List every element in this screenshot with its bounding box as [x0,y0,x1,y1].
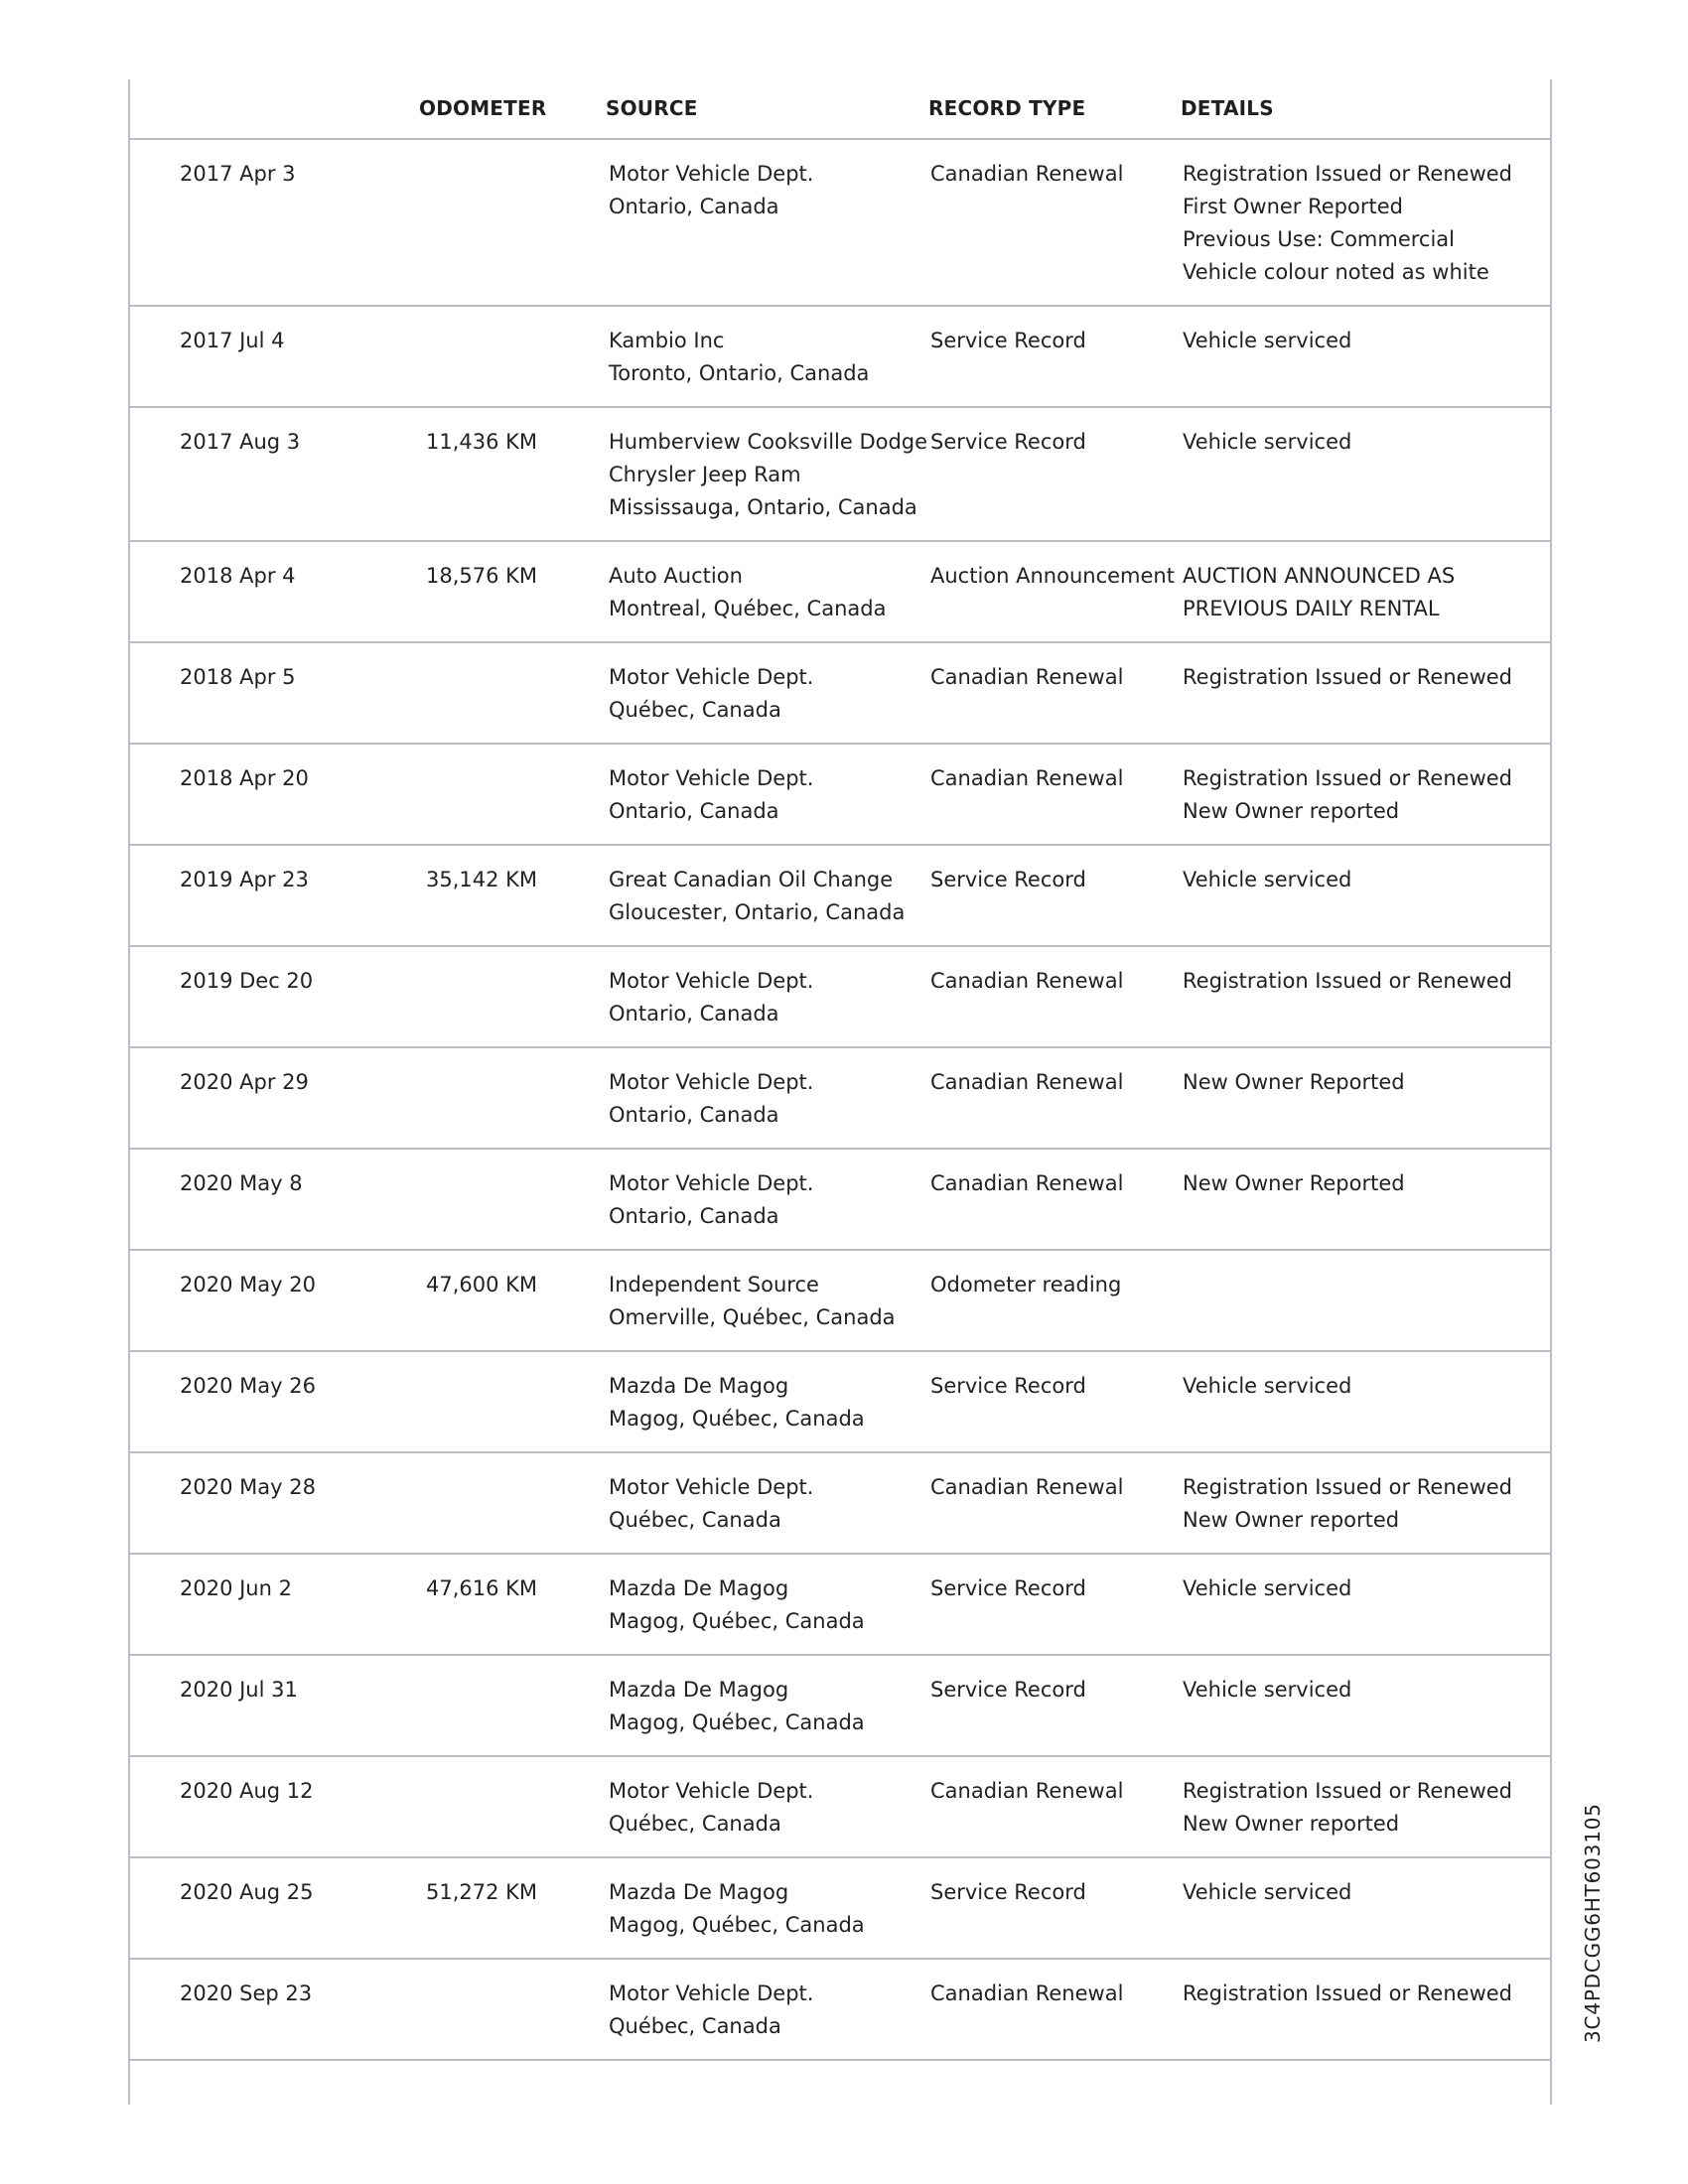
row-record-type: Service Record [930,329,1086,352]
row-record-type: Service Record [930,1374,1086,1398]
row-source [609,1876,865,1942]
detail-line: Registration Issued or Renewed [1183,665,1513,689]
header-record-type: RECORD TYPE [928,96,1086,120]
row-source [609,1471,813,1537]
row-source [609,1775,813,1841]
row-details [1183,661,1512,694]
table-row [129,745,1551,846]
row-source [609,965,813,1030]
source-line: Montreal, Québec, Canada [609,597,887,620]
row-details [1183,762,1512,828]
header-odometer: ODOMETER [419,96,547,120]
row-source [609,560,886,625]
table-row [129,408,1551,542]
detail-line: New Owner reported [1183,1508,1400,1532]
table-row [129,1251,1551,1352]
row-date: 2020 Aug 25 [180,1880,314,1904]
source-line: Mazda De Magog [609,1374,789,1398]
source-line: Mazda De Magog [609,1880,789,1904]
row-record-type: Canadian Renewal [930,1779,1124,1803]
row-record-type: Canadian Renewal [930,766,1124,790]
row-record-type: Auction Announcement [930,564,1175,588]
row-date: 2020 Aug 12 [180,1779,314,1803]
source-line: Omerville, Québec, Canada [609,1305,896,1329]
row-source [609,1269,896,1334]
row-date: 2020 Jul 31 [180,1678,298,1702]
table-row [129,1352,1551,1453]
row-record-type: Service Record [930,1880,1086,1904]
source-line: Chrysler Jeep Ram [609,463,801,486]
row-details [1183,1167,1405,1200]
detail-line: Registration Issued or Renewed [1183,969,1513,993]
table-row [129,947,1551,1048]
table-row [129,1555,1551,1656]
source-line: Magog, Québec, Canada [609,1913,865,1937]
row-source [609,426,927,524]
row-source [609,762,813,828]
row-record-type: Canadian Renewal [930,665,1124,689]
row-odometer: 18,576 KM [426,564,538,588]
row-details [1183,560,1455,625]
source-line: Motor Vehicle Dept. [609,969,814,993]
source-line: Magog, Québec, Canada [609,1710,865,1734]
source-line: Québec, Canada [609,1812,781,1836]
row-date: 2017 Aug 3 [180,430,301,454]
row-source [609,1066,813,1132]
detail-line: Vehicle colour noted as white [1183,260,1489,284]
row-details [1183,1876,1351,1909]
row-details [1183,325,1351,357]
row-details [1183,1674,1351,1706]
table-row [129,1960,1551,2061]
row-source [609,158,813,223]
row-odometer: 35,142 KM [426,868,538,891]
table-row [129,307,1551,408]
source-line: Humberview Cooksville Dodge [609,430,928,454]
source-line: Québec, Canada [609,2014,781,2038]
detail-line: Vehicle serviced [1183,868,1352,891]
row-source [609,661,813,727]
source-line: Ontario, Canada [609,799,779,823]
row-details [1183,426,1351,459]
table-row [129,1453,1551,1555]
row-record-type: Canadian Renewal [930,1981,1124,2005]
row-record-type: Service Record [930,430,1086,454]
table-row [129,1757,1551,1858]
detail-line: Registration Issued or Renewed [1183,162,1513,186]
detail-line: New Owner reported [1183,1812,1400,1836]
row-details [1183,158,1512,289]
row-details [1183,965,1512,998]
row-record-type: Canadian Renewal [930,1475,1124,1499]
row-date: 2020 May 28 [180,1475,316,1499]
row-record-type: Odometer reading [930,1273,1122,1297]
source-line: Motor Vehicle Dept. [609,1171,814,1195]
row-date: 2020 May 26 [180,1374,316,1398]
detail-line: Previous Use: Commercial [1183,227,1456,251]
row-details [1183,1066,1405,1099]
source-line: Motor Vehicle Dept. [609,1981,814,2005]
detail-line: Vehicle serviced [1183,430,1352,454]
detail-line: Vehicle serviced [1183,1374,1352,1398]
row-date: 2017 Jul 4 [180,329,285,352]
source-line: Ontario, Canada [609,1204,779,1228]
source-line: Mazda De Magog [609,1576,789,1600]
source-line: Magog, Québec, Canada [609,1609,865,1633]
detail-line: PREVIOUS DAILY RENTAL [1183,597,1440,620]
table-row [129,1150,1551,1251]
row-date: 2020 May 8 [180,1171,303,1195]
table-row [129,1656,1551,1757]
source-line: Motor Vehicle Dept. [609,1779,814,1803]
detail-line: Registration Issued or Renewed [1183,766,1513,790]
source-line: Motor Vehicle Dept. [609,1475,814,1499]
row-date: 2018 Apr 5 [180,665,296,689]
row-date: 2017 Apr 3 [180,162,296,186]
source-line: Motor Vehicle Dept. [609,665,814,689]
row-date: 2019 Apr 23 [180,868,309,891]
row-date: 2019 Dec 20 [180,969,314,993]
source-line: Kambio Inc [609,329,725,352]
table-row [129,140,1551,307]
row-details [1183,1572,1351,1605]
source-line: Motor Vehicle Dept. [609,162,814,186]
row-details [1183,1978,1512,2010]
row-details [1183,864,1351,896]
source-line: Québec, Canada [609,1508,781,1532]
row-record-type: Canadian Renewal [930,969,1124,993]
row-source [609,1370,865,1435]
detail-line: AUCTION ANNOUNCED AS [1183,564,1456,588]
row-odometer: 11,436 KM [426,430,538,454]
detail-line: New Owner Reported [1183,1171,1405,1195]
table-header [129,79,1551,140]
row-date: 2018 Apr 20 [180,766,309,790]
detail-line: Registration Issued or Renewed [1183,1981,1513,2005]
row-record-type: Canadian Renewal [930,1171,1124,1195]
table-row [129,846,1551,947]
row-odometer: 47,616 KM [426,1576,538,1600]
source-line: Motor Vehicle Dept. [609,1070,814,1094]
table-row [129,643,1551,745]
row-odometer: 51,272 KM [426,1880,538,1904]
source-line: Independent Source [609,1273,819,1297]
header-details: DETAILS [1181,96,1274,120]
source-line: Motor Vehicle Dept. [609,766,814,790]
source-line: Québec, Canada [609,698,781,722]
row-source [609,325,869,390]
row-record-type: Canadian Renewal [930,1070,1124,1094]
detail-line: Vehicle serviced [1183,329,1352,352]
row-record-type: Canadian Renewal [930,162,1124,186]
table-row [129,542,1551,643]
detail-line: Registration Issued or Renewed [1183,1779,1513,1803]
row-source [609,1572,865,1638]
source-line: Mazda De Magog [609,1678,789,1702]
row-date: 2020 Sep 23 [180,1981,313,2005]
detail-line: New Owner Reported [1183,1070,1405,1094]
row-date: 2020 May 20 [180,1273,316,1297]
vehicle-history-table [129,79,1551,2061]
table-body [129,140,1551,2061]
row-source [609,1978,813,2043]
detail-line: Vehicle serviced [1183,1880,1352,1904]
row-source [609,864,905,929]
row-record-type: Service Record [930,1678,1086,1702]
source-line: Mississauga, Ontario, Canada [609,495,917,519]
row-record-type: Service Record [930,1576,1086,1600]
source-line: Ontario, Canada [609,195,779,218]
detail-line: Vehicle serviced [1183,1576,1352,1600]
row-details [1183,1775,1512,1841]
source-line: Ontario, Canada [609,1002,779,1025]
header-source: SOURCE [606,96,698,120]
source-line: Magog, Québec, Canada [609,1407,865,1431]
row-details [1183,1370,1351,1403]
detail-line: New Owner reported [1183,799,1400,823]
row-date: 2020 Apr 29 [180,1070,309,1094]
vin-number: 3C4PDCGG6HT603105 [1581,1803,1605,2043]
source-line: Ontario, Canada [609,1103,779,1127]
row-record-type: Service Record [930,868,1086,891]
source-line: Gloucester, Ontario, Canada [609,900,906,924]
detail-line: Registration Issued or Renewed [1183,1475,1513,1499]
detail-line: First Owner Reported [1183,195,1403,218]
source-line: Auto Auction [609,564,743,588]
source-line: Toronto, Ontario, Canada [609,361,870,385]
row-date: 2020 Jun 2 [180,1576,292,1600]
source-line: Great Canadian Oil Change [609,868,894,891]
detail-line: Vehicle serviced [1183,1678,1352,1702]
table-row [129,1048,1551,1150]
row-date: 2018 Apr 4 [180,564,296,588]
row-source [609,1674,865,1739]
row-odometer: 47,600 KM [426,1273,538,1297]
row-details [1183,1471,1512,1537]
table-row [129,1858,1551,1960]
row-source [609,1167,813,1233]
